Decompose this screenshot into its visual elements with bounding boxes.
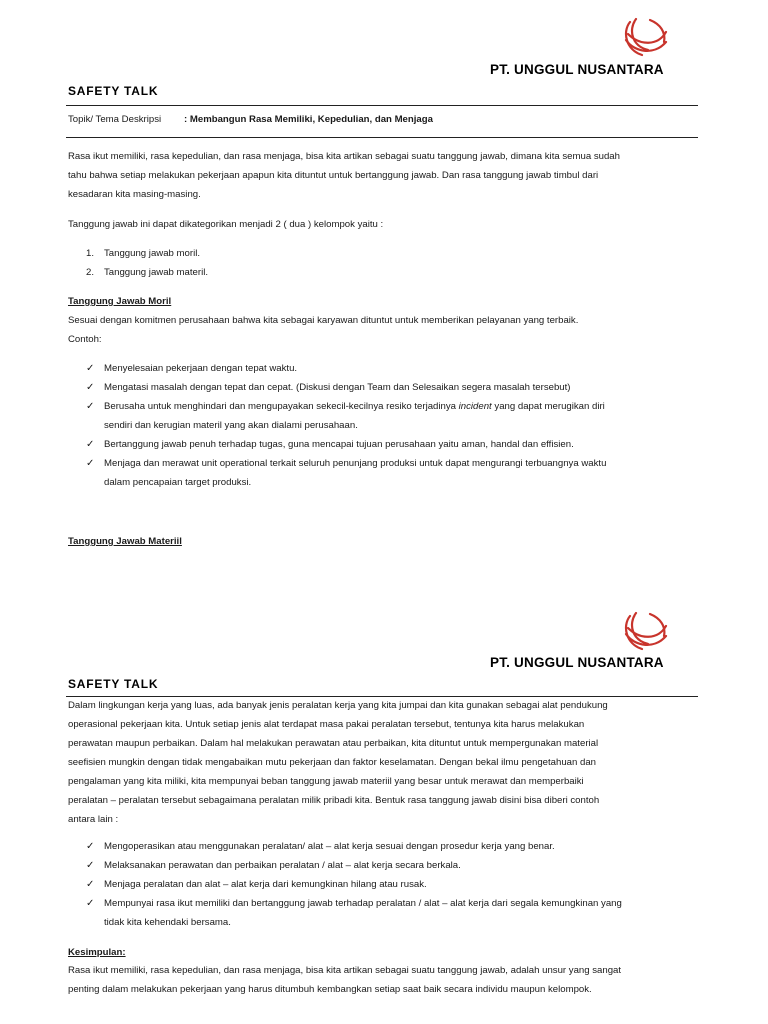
topic-value: : Membangun Rasa Memiliki, Kepedulian, dan Menjaga	[184, 114, 433, 125]
text-line: operasional pekerjaan kita. Untuk setiap jenis alat terdapat masa pakai peralatan tersebut, tentunya kita harus melakukan	[68, 719, 585, 730]
list-item	[68, 397, 698, 435]
list-text: sendiri dan kerugian materil yang akan dialami perusahaan.	[104, 420, 358, 431]
conclusion-paragraph	[68, 961, 698, 999]
divider	[66, 137, 698, 138]
text-line: seefisien mungkin dengan tidak mengabaikan mutu pekerjaan dan faktor keselamatan. Dengan bekal ilmu pengetahuan dan	[68, 757, 597, 768]
list-text: Tanggung jawab materil.	[104, 267, 208, 278]
page-two	[0, 600, 768, 1024]
italic-term: incident	[458, 401, 492, 412]
divider	[66, 105, 698, 106]
check-mark-icon: ✓	[86, 401, 95, 412]
list-text: Menyelesaian pekerjaan dengan tepat waktu.	[104, 363, 298, 374]
company-name: PT. UNGGUL NUSANTARA	[490, 62, 664, 77]
text-line: penting dalam melakukan pekerjaan yang harus ditumbuh kembangkan setiap saat baik secara individu maupun kelompok.	[68, 984, 592, 995]
list-item	[68, 435, 698, 454]
moril-heading: Tanggung Jawab Moril	[68, 296, 172, 307]
text-line: kesadaran kita masing-masing.	[68, 189, 201, 200]
list-item	[68, 837, 698, 856]
list-item	[68, 263, 698, 282]
document-title: SAFETY TALK	[68, 677, 159, 691]
text-line: Rasa ikut memiliki, rasa kepedulian, dan rasa menjaga, bisa kita artikan sebagai suatu tanggung jawab, adalah unsur yang sangat	[68, 965, 622, 976]
check-mark-icon: ✓	[86, 898, 95, 909]
text-line: peralatan – peralatan tersebut sebagaimana peralatan milik pribadi kita. Bentuk rasa tanggung jawab disini bisa diberi contoh	[68, 795, 600, 806]
moril-checklist	[68, 359, 698, 492]
topic-label: Topik/ Tema Deskripsi	[68, 114, 162, 125]
company-name: PT. UNGGUL NUSANTARA	[490, 655, 664, 670]
list-text: Berusaha untuk menghindari dan mengupayakan sekecil-kecilnya resiko terjadinya	[104, 401, 459, 412]
list-item	[68, 856, 698, 875]
list-number: 1.	[86, 248, 95, 259]
list-number: 2.	[86, 267, 95, 278]
list-text: Menjaga dan merawat unit operational terkait seluruh penunjang produksi untuk dapat mengurangi terbuangnya waktu	[104, 458, 607, 469]
list-item	[68, 875, 698, 894]
list-item	[68, 894, 698, 932]
list-text: Mempunyai rasa ikut memiliki dan bertanggung jawab terhadap peralatan / alat – alat kerja dari segala kemungkinan yang	[104, 898, 622, 909]
list-text: tidak kita kehendaki bersama.	[104, 917, 231, 928]
check-mark-icon: ✓	[86, 439, 95, 450]
list-text: Mengoperasikan atau menggunakan peralatan/ alat – alat kerja sesuai dengan prosedur kerja yang benar.	[104, 841, 555, 852]
company-logo-icon	[620, 16, 670, 60]
conclusion-heading: Kesimpulan:	[68, 947, 126, 958]
check-mark-icon: ✓	[86, 879, 95, 890]
text-line: perawatan maupun perbaikan. Dalam hal melakukan perawatan atau perbaikan, kita dituntut untuk mempergunakan material	[68, 738, 599, 749]
check-mark-icon: ✓	[86, 841, 95, 852]
moril-paragraph: Sesuai dengan komitmen perusahaan bahwa kita sebagai karyawan dituntut untuk memberikan pelayanan yang terbaik.	[68, 315, 579, 326]
materiil-paragraph	[68, 696, 698, 829]
categories-intro: Tanggung jawab ini dapat dikategorikan menjadi 2 ( dua ) kelompok yaitu :	[68, 219, 384, 230]
check-mark-icon: ✓	[86, 860, 95, 871]
list-item	[68, 244, 698, 263]
list-text: Bertanggung jawab penuh terhadap tugas, guna mencapai tujuan perusahaan yaitu aman, handal dan effisien.	[104, 439, 574, 450]
materiil-checklist	[68, 837, 698, 932]
check-mark-icon: ✓	[86, 382, 95, 393]
list-text: Mengatasi masalah dengan tepat dan cepat. (Diskusi dengan Team dan Selesaikan segera masalah tersebut)	[104, 382, 571, 393]
categories-list	[68, 244, 698, 282]
materiil-heading: Tanggung Jawab Materiil	[68, 536, 182, 547]
list-item	[68, 359, 698, 378]
example-label: Contoh:	[68, 334, 102, 345]
text-line: antara lain :	[68, 814, 119, 825]
list-text: yang dapat merugikan diri	[491, 401, 605, 412]
list-item	[68, 378, 698, 397]
list-text: Menjaga peralatan dan alat – alat kerja dari kemungkinan hilang atau rusak.	[104, 879, 427, 890]
check-mark-icon: ✓	[86, 363, 95, 374]
list-text: Melaksanakan perawatan dan perbaikan peralatan / alat – alat kerja secara berkala.	[104, 860, 461, 871]
list-text: dalam pencapaian target produksi.	[104, 477, 252, 488]
text-line: pengalaman yang kita miliki, kita mempunyai beban tanggung jawab materiil yang besar untuk merawat dan memperbaiki	[68, 776, 584, 787]
company-logo-icon	[620, 610, 670, 654]
text-line: Dalam lingkungan kerja yang luas, ada banyak jenis peralatan kerja yang kita jumpai dan kita gunakan sebagai alat pendukung	[68, 700, 608, 711]
intro-paragraph	[68, 147, 698, 204]
list-item	[68, 454, 698, 492]
topic-row	[68, 114, 433, 125]
check-mark-icon: ✓	[86, 458, 95, 469]
document-title: SAFETY TALK	[68, 84, 159, 98]
text-line: Rasa ikut memiliki, rasa kepedulian, dan rasa menjaga, bisa kita artikan sebagai suatu tanggung jawab, dimana kita semua sudah	[68, 151, 620, 162]
list-text: Tanggung jawab moril.	[104, 248, 200, 259]
text-line: tahu bahwa setiap melakukan pekerjaan apapun kita dituntut untuk bertanggung jawab. Dan rasa tanggung jawab timbul dari	[68, 170, 599, 181]
